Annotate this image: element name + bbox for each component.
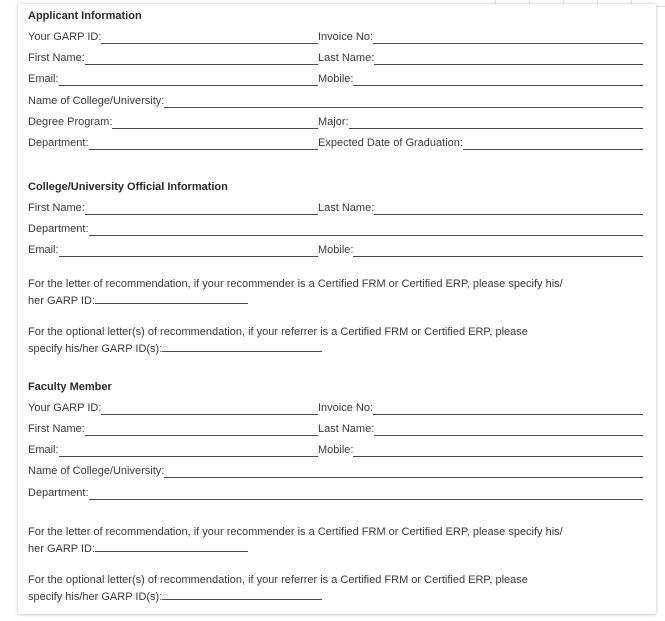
applicant-row-name (28, 52, 643, 66)
official-last-name-field[interactable] (318, 202, 643, 215)
applicant-degree-label: Degree Program: (28, 116, 113, 128)
official-email-field[interactable] (28, 244, 318, 257)
official-mobile-field[interactable] (318, 244, 643, 257)
applicant-college-line[interactable] (164, 96, 643, 108)
official-opt-garp-label: specify his/her GARP ID(s): (28, 343, 163, 355)
faculty-opt-garp-label: specify his/her GARP ID(s): (28, 591, 163, 603)
official-mobile-line[interactable] (353, 245, 643, 257)
applicant-degree-field[interactable] (28, 116, 318, 129)
official-department-label: Department: (28, 223, 89, 235)
official-last-name-line[interactable] (374, 203, 643, 215)
applicant-invoice-line[interactable] (373, 32, 643, 44)
applicant-graduation-field[interactable] (318, 137, 643, 150)
faculty-invoice-field[interactable] (318, 402, 643, 415)
faculty-rec-garp-label: her GARP ID: (28, 543, 96, 555)
faculty-garp-id-line[interactable] (101, 403, 318, 415)
official-mobile-label: Mobile: (318, 244, 354, 256)
applicant-graduation-label: Expected Date of Graduation: (318, 137, 463, 149)
faculty-row-department (28, 487, 643, 501)
official-last-name-label: Last Name: (318, 202, 375, 214)
faculty-email-field[interactable] (28, 444, 318, 457)
faculty-email-line[interactable] (59, 445, 318, 457)
faculty-college-line[interactable] (164, 466, 643, 478)
faculty-mobile-line[interactable] (353, 445, 643, 457)
official-first-name-label: First Name: (28, 202, 85, 214)
applicant-college-field[interactable] (28, 95, 643, 108)
applicant-department-label: Department: (28, 137, 89, 149)
applicant-graduation-line[interactable] (463, 138, 643, 150)
applicant-first-name-line[interactable] (85, 53, 318, 65)
faculty-garp-id-label: Your GARP ID: (28, 402, 102, 414)
applicant-row-contact (28, 73, 643, 87)
official-row-name (28, 202, 643, 216)
official-first-name-line[interactable] (85, 203, 318, 215)
official-opt-garp-line[interactable] (162, 340, 322, 352)
faculty-last-name-field[interactable] (318, 423, 643, 436)
official-row-department (28, 223, 643, 237)
faculty-first-name-field[interactable] (28, 423, 318, 436)
faculty-email-label: Email: (28, 444, 59, 456)
applicant-last-name-field[interactable] (318, 52, 643, 65)
applicant-garp-id-label: Your GARP ID: (28, 31, 102, 43)
applicant-first-name-label: First Name: (28, 52, 85, 64)
form-sheet (18, 4, 656, 614)
official-department-field[interactable] (28, 223, 643, 236)
official-email-line[interactable] (59, 245, 318, 257)
faculty-first-name-label: First Name: (28, 423, 85, 435)
faculty-invoice-label: Invoice No: (318, 402, 374, 414)
faculty-last-name-label: Last Name: (318, 423, 375, 435)
official-opt-text-line-1: For the optional letter(s) of recommendation, if your referrer is a Certified FRM or Certified ERP, please (28, 326, 528, 338)
faculty-row-garp (28, 402, 643, 416)
applicant-college-label: Name of College/University: (28, 95, 165, 107)
faculty-last-name-line[interactable] (374, 424, 643, 436)
faculty-rec-garp-line[interactable] (95, 540, 248, 552)
applicant-first-name-field[interactable] (28, 52, 318, 65)
faculty-department-field[interactable] (28, 487, 643, 500)
faculty-row-contact (28, 444, 643, 458)
applicant-row-degree (28, 116, 643, 130)
applicant-invoice-field[interactable] (318, 31, 643, 44)
faculty-mobile-field[interactable] (318, 444, 643, 457)
applicant-major-line[interactable] (349, 117, 643, 129)
faculty-department-line[interactable] (89, 488, 643, 500)
applicant-last-name-line[interactable] (374, 53, 643, 65)
applicant-invoice-label: Invoice No: (318, 31, 374, 43)
faculty-mobile-label: Mobile: (318, 444, 354, 456)
faculty-garp-id-field[interactable] (28, 402, 318, 415)
applicant-row-garp (28, 31, 643, 45)
faculty-opt-garp-line[interactable] (162, 588, 322, 600)
official-row-contact (28, 244, 643, 258)
applicant-email-label: Email: (28, 73, 59, 85)
applicant-mobile-label: Mobile: (318, 73, 354, 85)
faculty-rec-text-line-1: For the letter of recommendation, if your recommender is a Certified FRM or Certified ERP, please specify his/ (28, 526, 563, 538)
applicant-email-line[interactable] (59, 74, 318, 86)
official-department-line[interactable] (89, 224, 643, 236)
faculty-opt-text-line-2 (28, 588, 653, 605)
faculty-row-college (28, 465, 643, 479)
faculty-recommendation-paragraph (28, 524, 653, 557)
faculty-college-field[interactable] (28, 465, 643, 478)
official-rec-garp-label: her GARP ID: (28, 295, 96, 307)
applicant-row-department (28, 137, 643, 151)
applicant-major-label: Major: (318, 116, 349, 128)
applicant-department-field[interactable] (28, 137, 318, 150)
faculty-optional-paragraph (28, 572, 653, 605)
faculty-first-name-line[interactable] (85, 424, 318, 436)
applicant-heading: Applicant Information (28, 10, 142, 22)
official-rec-garp-line[interactable] (95, 292, 248, 304)
faculty-invoice-line[interactable] (373, 403, 643, 415)
applicant-mobile-field[interactable] (318, 73, 643, 86)
applicant-last-name-label: Last Name: (318, 52, 375, 64)
official-optional-paragraph (28, 324, 653, 357)
official-opt-text-line-2 (28, 340, 653, 357)
official-rec-text-line-1: For the letter of recommendation, if your recommender is a Certified FRM or Certified ERP, please specify his/ (28, 278, 563, 290)
official-recommendation-paragraph (28, 276, 653, 309)
official-heading: College/University Official Information (28, 181, 228, 193)
official-rec-text-line-2 (28, 292, 653, 309)
official-email-label: Email: (28, 244, 59, 256)
applicant-department-line[interactable] (89, 138, 318, 150)
applicant-mobile-line[interactable] (353, 74, 643, 86)
faculty-college-label: Name of College/University: (28, 465, 165, 477)
applicant-row-college (28, 95, 643, 109)
faculty-rec-text-line-2 (28, 540, 653, 557)
applicant-email-field[interactable] (28, 73, 318, 86)
faculty-opt-text-line-1: For the optional letter(s) of recommendation, if your referrer is a Certified FRM or Certified ERP, please (28, 574, 528, 586)
faculty-department-label: Department: (28, 487, 89, 499)
faculty-row-name (28, 423, 643, 437)
applicant-major-field[interactable] (318, 116, 643, 129)
applicant-degree-line[interactable] (112, 117, 318, 129)
applicant-garp-id-field[interactable] (28, 31, 318, 44)
applicant-garp-id-line[interactable] (101, 32, 318, 44)
faculty-heading: Faculty Member (28, 381, 112, 393)
official-first-name-field[interactable] (28, 202, 318, 215)
